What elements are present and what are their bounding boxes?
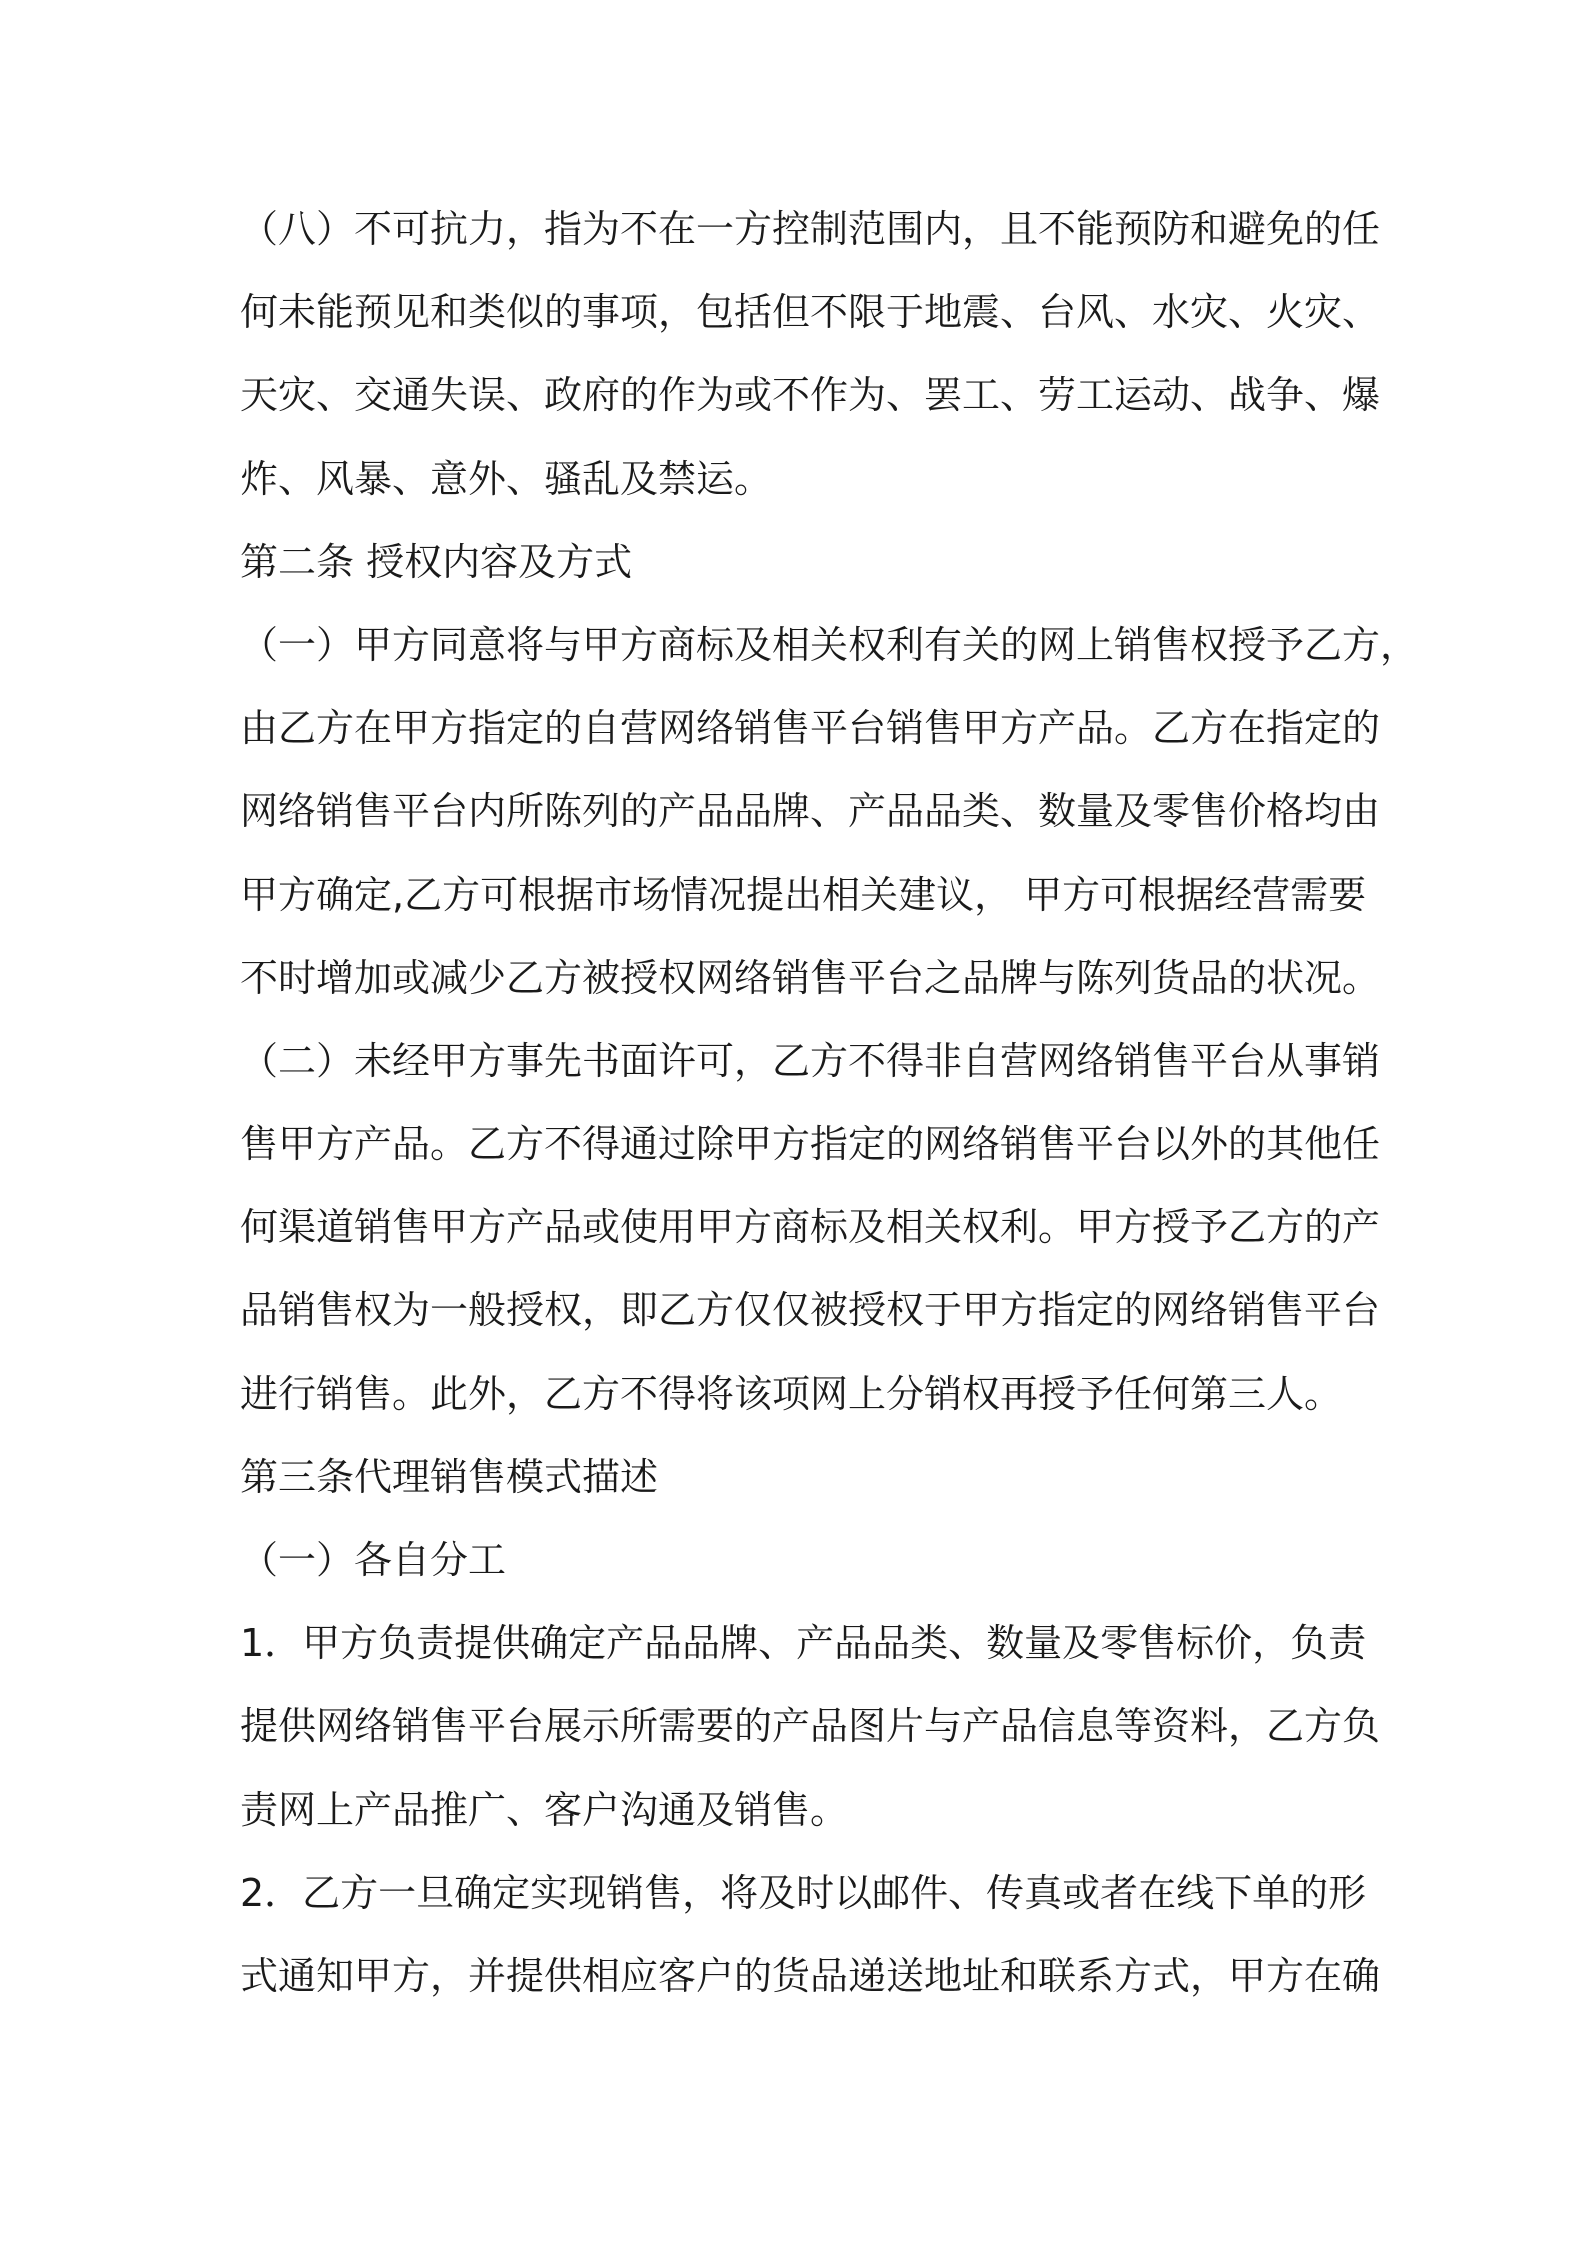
article-two-clause-two-line: （二）未经甲方事先书面许可，乙方不得非自营网络销售平台从事销 bbox=[240, 1038, 1381, 1083]
paragraph-force-majeure-line: 炸、风暴、意外、骚乱及禁运。 bbox=[240, 456, 773, 501]
article-two-clause-one-line: 网络销售平台内所陈列的产品品牌、产品品类、数量及零售价格均由 bbox=[240, 789, 1381, 834]
article-two-clause-one-line: 不时增加或减少乙方被授权网络销售平台之品牌与陈列货品的状况。 bbox=[240, 955, 1381, 1000]
article-three-item-one-line: 责网上产品推广、客户沟通及销售。 bbox=[240, 1787, 849, 1832]
paragraph-force-majeure-line: 何未能预见和类似的事项，包括但不限于地震、台风、水灾、火灾、 bbox=[240, 290, 1381, 335]
article-two-clause-two-line: 品销售权为一般授权，即乙方仅仅被授权于甲方指定的网络销售平台 bbox=[240, 1288, 1381, 1333]
article-three-item-two-line: 式通知甲方，并提供相应客户的货品递送地址和联系方式，甲方在确 bbox=[240, 1953, 1381, 1998]
article-two-clause-two-line: 售甲方产品。乙方不得通过除甲方指定的网络销售平台以外的其他任 bbox=[240, 1122, 1381, 1167]
article-three-subheading: （一）各自分工 bbox=[240, 1538, 507, 1582]
article-two-clause-two-line: 进行销售。此外，乙方不得将该项网上分销权再授予任何第三人。 bbox=[240, 1371, 1343, 1416]
article-two-clause-one-line: （一）甲方同意将与甲方商标及相关权利有关的网上销售权授予乙方， bbox=[240, 622, 1419, 667]
paragraph-force-majeure-line: （八）不可抗力，指为不在一方控制范围内，且不能预防和避免的任 bbox=[240, 207, 1381, 251]
article-three-item-one-line: 1．甲方负责提供确定产品品牌、产品品类、数量及零售标价，负责 bbox=[240, 1621, 1367, 1666]
article-two-clause-one-line: 由乙方在甲方指定的自营网络销售平台销售甲方产品。乙方在指定的 bbox=[240, 706, 1381, 751]
article-three-heading: 第三条代理销售模式描述 bbox=[240, 1454, 659, 1499]
article-three-item-two-line: 2．乙方一旦确定实现销售，将及时以邮件、传真或者在线下单的形 bbox=[240, 1870, 1367, 1915]
article-two-heading: 第二条 授权内容及方式 bbox=[240, 539, 633, 584]
article-two-clause-one-line: 甲方确定,乙方可根据市场情况提出相关建议， 甲方可根据经营需要 bbox=[240, 872, 1367, 917]
article-three-item-one-line: 提供网络销售平台展示所需要的产品图片与产品信息等资料，乙方负 bbox=[240, 1704, 1381, 1749]
article-two-clause-two-line: 何渠道销售甲方产品或使用甲方商标及相关权利。甲方授予乙方的产 bbox=[240, 1205, 1381, 1250]
paragraph-force-majeure-line: 天灾、交通失误、政府的作为或不作为、罢工、劳工运动、战争、爆 bbox=[240, 373, 1381, 418]
document-body bbox=[240, 188, 1419, 2018]
